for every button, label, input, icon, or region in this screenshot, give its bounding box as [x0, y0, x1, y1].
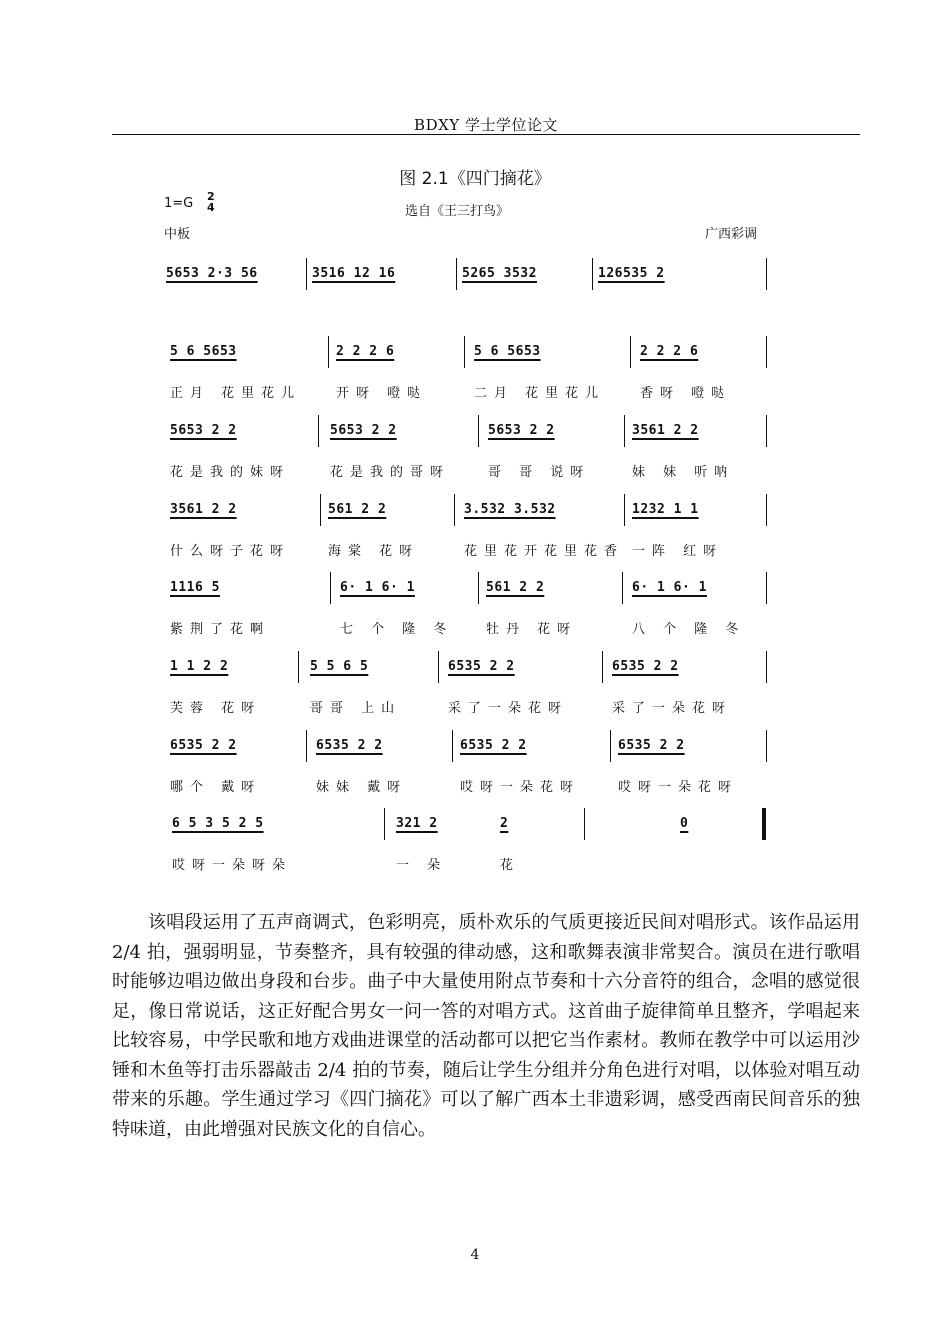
bar-line — [592, 258, 593, 290]
measure-notes: 561 2 2 — [486, 580, 545, 595]
measure-notes: 1232 1 1 — [632, 502, 699, 517]
bar-line — [478, 572, 479, 604]
lyric-text: 一 朵 — [396, 858, 448, 873]
measure-notes: 5653 2·3 56 — [166, 266, 258, 281]
measure-notes: 5653 2 2 — [170, 423, 237, 438]
measure-notes: 1 1 2 2 — [170, 659, 229, 674]
lyric-text: 芙蓉 花呀 — [170, 701, 262, 716]
bar-line — [320, 494, 321, 526]
lyric-text: 哥 哥 说呀 — [488, 465, 591, 480]
lyric-text: 紫荆了花啊 — [170, 622, 271, 637]
lyric-text: 香呀 噔哒 — [640, 386, 732, 401]
measure-notes: 5265 3532 — [462, 266, 537, 281]
page-number: 4 — [470, 1247, 480, 1263]
measure-notes: 6535 2 2 — [316, 738, 383, 753]
lyric-text: 花是我的妹呀 — [170, 465, 291, 480]
measure-notes: 0 — [680, 816, 689, 831]
bar-line — [766, 730, 767, 762]
measure-notes: 5653 2 2 — [488, 423, 555, 438]
lyric-text: 七 个 隆 冬 — [340, 622, 454, 637]
lyric-text: 正月 花里花儿 — [170, 386, 302, 401]
time-signature — [207, 191, 215, 213]
bar-line — [610, 730, 611, 762]
measure-notes: 6535 2 2 — [618, 738, 685, 753]
key-signature: 1=G — [164, 196, 194, 211]
measure-notes: 2 2 2 6 — [640, 344, 699, 359]
measure-notes: 6535 2 2 — [460, 738, 527, 753]
bar-line — [624, 494, 625, 526]
bar-line — [384, 808, 385, 840]
bar-line — [318, 415, 319, 447]
bar-line — [328, 336, 329, 368]
lyric-text: 哎呀一朵呀朵 — [172, 858, 293, 873]
lyric-text: 什么呀子花呀 — [170, 544, 291, 559]
bar-line — [630, 336, 631, 368]
bar-line — [766, 572, 767, 604]
lyric-text: 妹妹 戴呀 — [316, 780, 408, 795]
bar-line — [306, 258, 307, 290]
tempo-marking: 中板 — [164, 227, 191, 242]
time-signature-top: 2 — [207, 190, 215, 203]
measure-notes: 6 5 3 5 2 5 — [172, 816, 264, 831]
lyric-text: 花 — [500, 858, 521, 873]
score-source: 选自《王三打鸟》 — [405, 204, 510, 219]
measure-notes: 126535 2 — [598, 266, 665, 281]
figure-caption: 图 2.1《四门摘花》 — [399, 169, 551, 189]
lyric-text: 花里花开花里花香 — [464, 544, 625, 559]
measure-notes: 3516 12 16 — [312, 266, 396, 281]
measure-notes: 6· 1 6· 1 — [340, 580, 415, 595]
genre-label: 广西彩调 — [705, 227, 758, 242]
lyric-text: 哥哥 上山 — [310, 701, 402, 716]
page-header: BDXY 学士学位论文 — [414, 116, 558, 134]
bar-line — [602, 651, 603, 683]
measure-notes: 6535 2 2 — [170, 738, 237, 753]
measure-notes: 5 5 6 5 — [310, 659, 369, 674]
bar-line — [454, 494, 455, 526]
bar-line — [584, 808, 585, 840]
lyric-text: 哎呀一朵花呀 — [618, 780, 739, 795]
bar-line — [622, 572, 623, 604]
bar-line — [456, 258, 457, 290]
measure-notes: 5653 2 2 — [330, 423, 397, 438]
measure-notes: 5 6 5653 — [474, 344, 541, 359]
bar-line — [766, 336, 767, 368]
measure-notes: 561 2 2 — [328, 502, 387, 517]
measure-notes: 2 2 2 6 — [336, 344, 395, 359]
lyric-text: 开呀 噔哒 — [336, 386, 428, 401]
bar-line — [766, 651, 767, 683]
lyric-text: 一阵 红呀 — [632, 544, 724, 559]
measure-notes: 1116 5 — [170, 580, 220, 595]
lyric-text: 二月 花里花儿 — [474, 386, 606, 401]
bar-line — [464, 336, 465, 368]
measure-notes: 3561 2 2 — [632, 423, 699, 438]
measure-notes: 3561 2 2 — [170, 502, 237, 517]
measure-notes: 5 6 5653 — [170, 344, 237, 359]
lyric-text: 哎呀一朵花呀 — [460, 780, 581, 795]
lyric-text: 采了一朵花呀 — [612, 701, 733, 716]
bar-line — [330, 572, 331, 604]
measure-notes: 6535 2 2 — [448, 659, 515, 674]
bar-line — [438, 651, 439, 683]
bar-line — [624, 415, 625, 447]
lyric-text: 采了一朵花呀 — [448, 701, 569, 716]
bar-line — [306, 730, 307, 762]
bar-line — [478, 415, 479, 447]
measure-notes: 3.532 3.532 — [464, 502, 556, 517]
time-signature-bottom: 4 — [207, 201, 215, 214]
lyric-text: 海棠 花呀 — [328, 544, 420, 559]
body-paragraph: 该唱段运用了五声商调式，色彩明亮，质朴欢乐的气质更接近民间对唱形式。该作品运用 2/4 拍，强弱明显，节奏整齐，具有较强的律动感，这和歌舞表演非常契合。演员在进行歌唱时能够边唱边做出身段和台步。曲子中大量使用附点节奏和十六分音符的组合，念唱的感觉很足，像日常说话，这正好配合男女一问一答的对唱方式。这首曲子旋律简单且整齐，学唱起来比较容易，中学民歌和地方戏曲进课堂的活动都可以把它当作素材。教师在教学中可以运用沙锤和木鱼等打击乐器敲击 2/4 拍的节奏，随后让学生分组并分角色进行对唱，以体验对唱互动带来的乐趣。学生通过学习《四门摘花》可以了解广西本土非遗彩调，感受西南民间音乐的独特味道，由此增强对民族文化的自信心。 — [112, 912, 860, 1140]
lyric-text: 花是我的哥呀 — [330, 465, 451, 480]
bar-line — [298, 651, 299, 683]
measure-notes: 2 — [500, 816, 509, 831]
bar-line — [452, 730, 453, 762]
measure-notes: 321 2 — [396, 816, 438, 831]
bar-line — [766, 415, 767, 447]
bar-line — [766, 494, 767, 526]
lyric-text: 哪个 戴呀 — [170, 780, 262, 795]
lyric-text: 牡丹 花呀 — [486, 622, 578, 637]
measure-notes: 6· 1 6· 1 — [632, 580, 707, 595]
lyric-text: 妹 妹 听呐 — [632, 465, 735, 480]
lyric-text: 八 个 隆 冬 — [632, 622, 746, 637]
bar-line — [762, 808, 766, 840]
measure-notes: 6535 2 2 — [612, 659, 679, 674]
bar-line — [766, 258, 767, 290]
